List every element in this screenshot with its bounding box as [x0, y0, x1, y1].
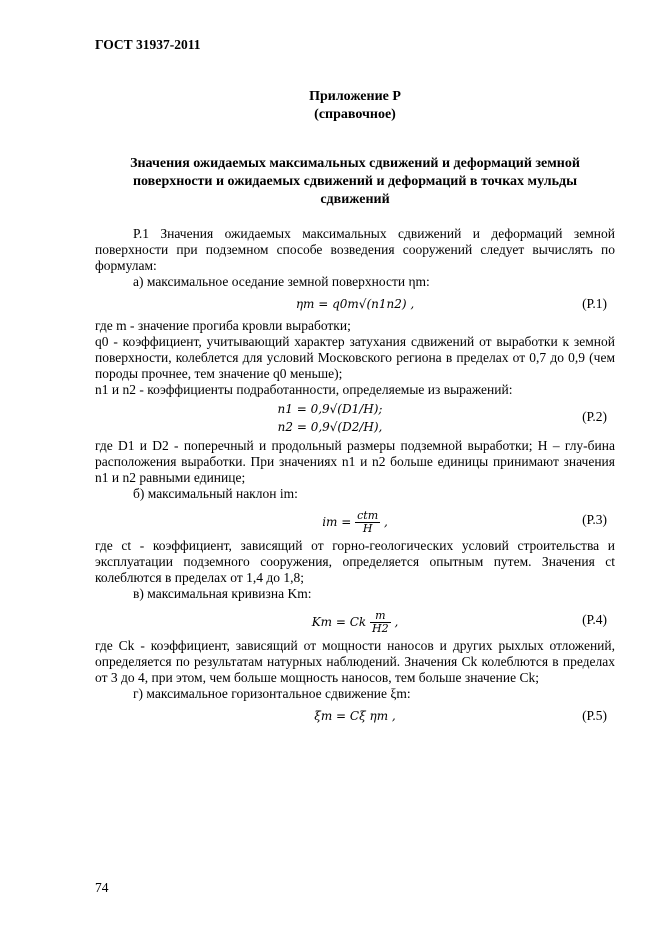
equation-number: (Р.2) — [582, 409, 607, 424]
ck-definition: где Ck - коэффициент, зависящий от мощности наносов и других рыхлых отложений, определяется по результатам натурных наблюдений. Значения Ck колеблются в пределах от 3 до 4, при этом, чем больше мощность наносов, тем больше значение Ck; — [95, 638, 615, 685]
formula-text: ηm = q0m√(n1n2) , — [295, 297, 415, 311]
equation-number: (Р.4) — [582, 612, 607, 627]
section-title-line: поверхности и ожидаемых сдвижений и деформаций в точках мульды — [132, 174, 578, 189]
formula-p1 — [95, 290, 615, 318]
fraction-numerator: m — [370, 610, 391, 623]
document-header: ГОСТ 31937-2011 — [95, 37, 201, 52]
d-definition: где D1 и D2 - поперечный и продольный размеры подземной выработки; H – глу-бина расположения выработки. При значениях n1 и n2 больше единицы принимают значения n1 и n2 равными единице; — [95, 438, 615, 485]
where-m: где m - значение прогиба кровли выработки; — [95, 318, 351, 333]
item-v: в) максимальная кривизна Km: — [133, 586, 312, 601]
annex-subtitle: (справочное) — [314, 107, 396, 122]
annex-heading — [60, 88, 650, 124]
formula-p3 — [95, 502, 615, 538]
equation-number: (Р.3) — [582, 512, 607, 527]
formula-line: n2 = 0,9√(D2/H), — [277, 420, 383, 434]
formula-tail: , — [394, 615, 399, 629]
formula-line: n1 = 0,9√(D1/H); — [277, 402, 383, 416]
section-title — [60, 155, 650, 209]
fraction-numerator: ctm — [357, 509, 379, 522]
formula-lhs: Km = Ck — [311, 615, 367, 629]
fraction-denominator: H — [362, 522, 373, 535]
annex-title: Приложение Р — [309, 89, 401, 104]
page-number: 74 — [95, 880, 109, 895]
section-title-line: Значения ожидаемых максимальных сдвижений и деформаций земной — [130, 156, 580, 171]
fraction — [355, 510, 380, 535]
item-b: б) максимальный наклон im: — [133, 486, 298, 501]
fraction-denominator: H2 — [372, 622, 389, 635]
document-body — [95, 226, 615, 730]
formula-text: ξm = Cξ ηm , — [314, 709, 396, 723]
formula-p4 — [95, 602, 615, 638]
formula-lhs: im = — [322, 515, 352, 529]
q0-definition: q0 - коэффициент, учитывающий характер затухания сдвижений от выработки к земной поверхности, колеблется для условий Московского региона в пределах от 0,7 до 0,9 (чем породы прочнее, тем значение q0 меньше); — [95, 334, 615, 381]
equation-number: (Р.1) — [582, 296, 607, 311]
paragraph-p1: Р.1 Значения ожидаемых максимальных сдвижений и деформаций земной поверхности при подземном способе возведения сооружений следует вычислять по формулам: — [95, 226, 615, 273]
item-g: г) максимальное горизонтальное сдвижение ξm: — [133, 686, 411, 701]
section-title-line: сдвижений — [320, 192, 390, 207]
formula-tail: , — [383, 515, 388, 529]
n-definition: n1 и n2 - коэффициенты подработанности, определяемые из выражений: — [95, 382, 513, 397]
formula-p2 — [95, 398, 615, 438]
formula-p5 — [95, 702, 615, 730]
item-a: а) максимальное оседание земной поверхности ηm: — [133, 274, 430, 289]
fraction — [370, 610, 391, 635]
ct-definition: где ct - коэффициент, зависящий от горно-геологических условий строительства и эксплуатации подземного сооружения, определяется опытным путем. Значения ct колеблются в пределах от 1,4 до 1,8; — [95, 538, 615, 585]
equation-number: (Р.5) — [582, 708, 607, 723]
